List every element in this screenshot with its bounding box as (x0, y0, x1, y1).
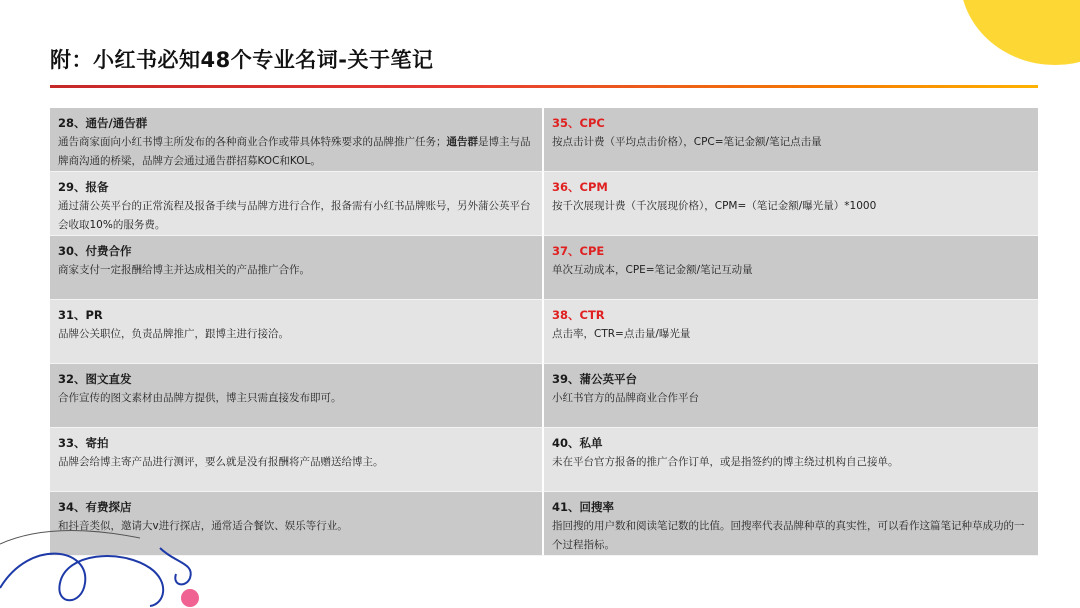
term-cell-38 (544, 300, 1038, 364)
term-title: 38、CTR (552, 308, 605, 322)
doodle-swirl (0, 554, 163, 606)
term-cell-35 (544, 108, 1038, 172)
term-title: 34、有费探店 (58, 500, 132, 514)
term-desc: 点击率，CTR=点击量/曝光量 (552, 328, 691, 340)
term-desc: 按千次展现计费（千次展现价格），CPM=（笔记金额/曝光量）*1000 (552, 200, 877, 212)
term-desc: 商家支付一定报酬给博主并达成相关的产品推广合作。 (58, 264, 310, 276)
term-desc: 通过蒲公英平台的正常流程及报备手续与品牌方进行合作，报备需有小红书品牌账号，另外蒲公英平台会收取10%的服务费。 (58, 200, 531, 231)
term-desc: 单次互动成本，CPE=笔记金额/笔记互动量 (552, 264, 753, 276)
term-cell-30 (50, 236, 544, 300)
terms-table (50, 108, 1038, 556)
term-title: 30、付费合作 (58, 244, 132, 258)
doodle-decoration (0, 508, 260, 608)
term-title: 32、图文直发 (58, 372, 132, 386)
term-title: 33、寄拍 (58, 436, 109, 450)
term-title: 40、私单 (552, 436, 603, 450)
term-cell-41 (544, 492, 1038, 556)
term-cell-36 (544, 172, 1038, 236)
page-title: 附：小红书必知48个专业名词-关于笔记 (50, 48, 434, 72)
term-desc: 通告商家面向小红书博主所发布的各种商业合作或带具体特殊要求的品牌推广任务；通告群是博主与品牌商沟通的桥梁，品牌方会通过通告群招募KOC和KOL。 (58, 136, 531, 167)
term-cell-28 (50, 108, 544, 172)
term-cell-33 (50, 428, 544, 492)
term-title: 28、通告/通告群 (58, 116, 148, 130)
term-desc: 品牌会给博主寄产品进行测评，要么就是没有报酬将产品赠送给博主。 (58, 456, 384, 468)
term-title: 37、CPE (552, 244, 605, 258)
term-cell-29 (50, 172, 544, 236)
term-title: 36、CPM (552, 180, 608, 194)
term-title: 29、报备 (58, 180, 109, 194)
title-gradient-rule (50, 85, 1038, 88)
term-title: 41、回搜率 (552, 500, 615, 514)
term-cell-31 (50, 300, 544, 364)
term-desc: 合作宣传的图文素材由品牌方提供，博主只需直接发布即可。 (58, 392, 342, 404)
term-cell-32 (50, 364, 544, 428)
doodle-line-upper (0, 530, 140, 544)
term-title: 31、PR (58, 308, 103, 322)
pink-dot (181, 589, 199, 607)
term-desc: 品牌公关职位，负责品牌推广，跟博主进行接洽。 (58, 328, 289, 340)
doodle-loop (160, 548, 191, 584)
term-desc: 和抖音类似，邀请大v进行探店，通常适合餐饮、娱乐等行业。 (58, 520, 348, 532)
term-title: 35、CPC (552, 116, 605, 130)
term-desc: 按点击计费（平均点击价格），CPC=笔记金额/笔记点击量 (552, 136, 822, 148)
term-cell-37 (544, 236, 1038, 300)
yellow-corner-decoration (960, 0, 1080, 65)
term-desc: 指回搜的用户数和阅读笔记数的比值。回搜率代表品牌种草的真实性，可以看作这篇笔记种草成功的一个过程指标。 (552, 520, 1025, 551)
term-desc: 未在平台官方报备的推广合作订单，或是指签约的博主绕过机构自己接单。 (552, 456, 899, 468)
term-cell-39 (544, 364, 1038, 428)
term-cell-40 (544, 428, 1038, 492)
term-title: 39、蒲公英平台 (552, 372, 638, 386)
term-desc: 小红书官方的品牌商业合作平台 (552, 392, 699, 404)
